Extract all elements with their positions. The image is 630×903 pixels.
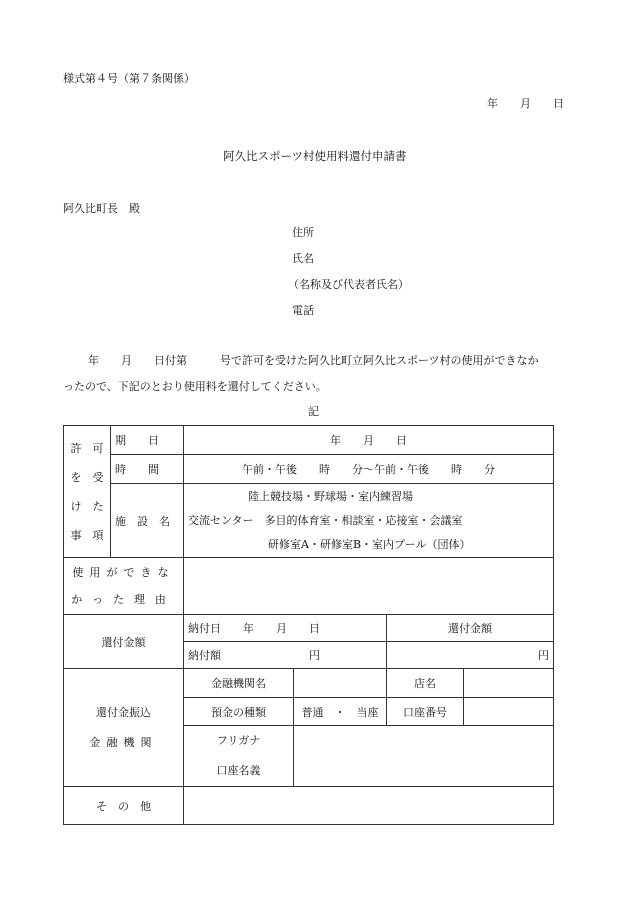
permit-label-line: 事 項 [70,528,104,542]
paid-amount[interactable]: 納付額 円 [184,642,387,669]
account-holder-label [184,726,294,787]
form-number: 様式第４号（第７条関係） [63,72,195,85]
other-field[interactable] [184,787,554,825]
bank-section-line2: 金融機関 [89,735,158,749]
permit-label-line: を 受 [70,470,104,484]
refund-amount-header: 還付金額 [387,615,554,642]
time-value[interactable]: 午前・午後 時 分～午前・午後 時 分 [184,455,554,484]
facility-label: 施 設 名 [111,484,184,558]
body-text-line2: ったので、下記のとおり使用料を還付してください。 [63,380,327,393]
account-number-field[interactable] [464,698,554,726]
facility-line3: 研修室A・研修室B・室内プール（団体） [268,537,471,551]
other-label: そ の 他 [64,787,184,825]
reason-label [64,558,184,615]
bank-section-label [64,669,184,787]
refund-amount-label: 還付金額 [64,615,184,669]
reason-label-line1: 使用ができな [72,566,175,579]
facility-options[interactable] [184,484,554,558]
deposit-type-options[interactable]: 普通 ・ 当座 [294,698,387,726]
account-holder-name-label: 口座名義 [216,764,261,777]
address-label: 住所 [292,226,314,239]
refund-amount-yen[interactable]: 円 [387,642,554,669]
facility-line2: 交流センター 多目的体育室・相談室・応接室・会議室 [188,513,463,527]
bank-name-field[interactable] [294,669,387,698]
ki-label: 記 [308,405,319,418]
refund-form-table [63,425,554,825]
deposit-type-label: 預金の種類 [184,698,294,726]
permit-label-line: け た [70,499,104,513]
bank-name-label: 金融機関名 [184,669,294,698]
furigana-label: フリガナ [216,734,261,747]
date-label: 期 日 [111,426,184,455]
bank-section-line1: 還付金振込 [96,705,151,719]
permit-label [64,426,111,558]
org-note: （名称及び代表者氏名） [288,278,409,291]
page-title: 阿久比スポーツ村使用料還付申請書 [223,149,407,163]
reason-label-line2: かった理由 [71,593,176,606]
branch-label: 店名 [387,669,464,698]
permit-label-line: 許 可 [70,441,104,455]
facility-line1: 陸上競技場・野球場・室内練習場 [248,489,413,503]
date-line: 年 月 日 [487,97,564,110]
account-holder-field[interactable] [294,726,554,787]
reason-field[interactable] [184,558,554,615]
branch-field[interactable] [464,669,554,698]
name-label: 氏名 [292,252,314,265]
date-value[interactable]: 年 月 日 [184,426,554,455]
body-text-line1: 年 月 日付第 号で許可を受けた阿久比町立阿久比スポーツ村の使用ができなか [88,354,539,367]
time-label: 時 間 [111,455,184,484]
account-number-label: 口座番号 [387,698,464,726]
addressee: 阿久比町長 殿 [63,202,140,215]
phone-label: 電話 [292,304,314,317]
paid-date[interactable]: 納付日 年 月 日 [184,615,387,642]
